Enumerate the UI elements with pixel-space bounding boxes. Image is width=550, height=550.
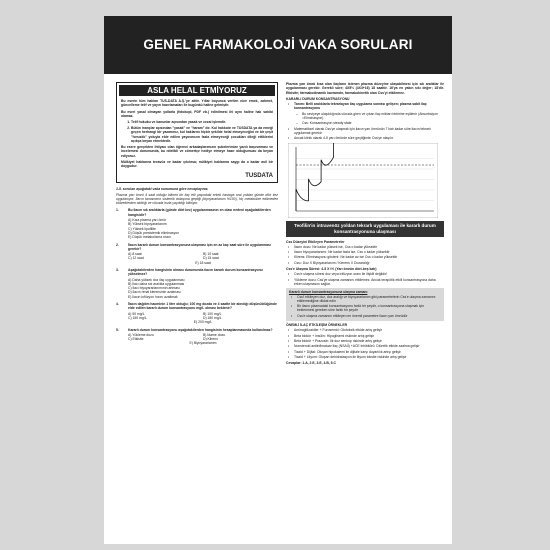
- bullet-item: • Tiazid + Lityum: Oluşan dehidratasyon ile lityum toksite riskinde artış gelişir: [288, 354, 407, 359]
- question-3: [116, 268, 278, 299]
- answer-option: D) 180 mg/L: [203, 315, 222, 320]
- answer-option: D) 15 saat: [203, 256, 219, 261]
- answer-option: A) Kısa plazma yarı ömür: [128, 218, 167, 223]
- question-5: [116, 328, 278, 346]
- notice-paragraph: Mülkiyet haklarına tecavüz ve kadar çıkılırsa; mülkiyet haklarına saygı da o kadar asil bir duygudur.: [121, 160, 273, 169]
- sub-bullet-item: – Bu seviyeye ulaşıldığında vücuda giren ve çıkan ilaç miktarı birbirine eşitlenir (Absorbsiyon =Eliminasyon): [296, 111, 438, 121]
- notice-list-item: 2. Bütün inançlar açısından "yasak" ve "haram" dır. Kul hakkıdır ve TUSDATA ya da emeği geçen herhangi bir yazarımız, kul haklarını hiçbir şekilde helal etmeyeceğini ve bir çeşit "hırsızlık" yoluyla elde edilen yayınımızın fazla etmeyeceği çocukları dileği ettiklerini açıkça beyan etmektedir.: [131, 126, 273, 143]
- notice-paragraph: Bu eseri yasal olmayan yollarla (fotokopi, PDF vb.) edinilmesi ihl aynı haline hak sahibi olamaz.: [121, 109, 273, 118]
- question-2: [116, 243, 278, 265]
- bullet-item: • Ancak klinik olarak 4-5 yarı ömürde süre geçtiğinde Css'ye ulaşılır.: [288, 136, 394, 141]
- bullet-item: • Aminoglikozidler + Furosemid: Ototoksik etkide artış gelişir: [288, 328, 382, 333]
- explanation-intro: Plazma yarı ömrü kısa olan ilaçların istenen plazma düzeyine ulaşabilmesi için sık aralıklar ile uygulanması gerekir. Gerekli süre; 4X5½ (4X4+16) 18 saattir. 16'ya en yakın sıkı değer; 18'dir. Etkisite; farmakodinamik kavramdır, farmakokinetik olan Css'yi etkilemez.: [286, 82, 444, 95]
- answer-option: E) İlacın infüzyon hızını azaltmak: [128, 294, 178, 299]
- section-heading: KARARLI DURUM KONSANTRASYONU: [286, 96, 350, 101]
- question-text: Aşağıdakilerden hangisinin olması durumunda ilacın kararlı durum konsantrasyonu yükselmez?: [128, 268, 263, 277]
- answer-option: A) Daha yüksek doz ilaç uygulanması: [128, 277, 185, 282]
- answer-option: C) 12 saat: [128, 256, 144, 261]
- info-box: [286, 288, 444, 321]
- answer-option: A) Yükleme dozu: [128, 332, 154, 337]
- answer-option: D) Düşük presistemik eliminasyon: [128, 230, 180, 235]
- answer-option: C) 150 mg/L: [128, 315, 147, 320]
- question-number: 5.: [116, 327, 119, 332]
- section-heading: Css Düzeyini Etkileyen Parametreler: [286, 239, 345, 244]
- question-text: İlacın kararlı durum konsantrasyonuna ulaşması için en az kaç saat süre ile uygulanması gerekir?: [128, 242, 271, 251]
- answer-option: B) 10 saat: [203, 252, 219, 257]
- case-text: Plazma yarı ömrü 4 saat olduğu bilinen bir ilaç etli yaşındaki erkek hastaya oral yoldan günde dört kez uygulanıyor. İlacın tamamının sistemik dolaşıma geçtiği (biyoyararlanım %100), hiç metabolize edilmeden böbreklerden atıldığı ve vücuda hızla yayıldığı biliniyor.: [116, 192, 278, 206]
- answer-option: E) 200 mg/L: [193, 320, 213, 325]
- bullet-item: • Bir ilacın plazmadaki konsantrasyonu farklı bir şeydir, o konsantrasyona ulaşmak için beklenmesi gereken süre farklı bir şeydir: [291, 304, 425, 313]
- page-title: GENEL FARMAKOLOJİ VAKA SORULARI: [104, 16, 452, 74]
- section-heading: Css'e Ulaşma Süresi: 4-5 X t½ (Yarı ömrün dört-beş katı): [286, 267, 377, 272]
- question-number: 4.: [116, 302, 119, 307]
- answer-key: Cevaplar: 1.A, 2.E, 3.E, 4.B, 5.C: [286, 361, 336, 366]
- answer-option: E) Biyoyararlanım: [189, 341, 217, 346]
- question-4: [116, 302, 278, 324]
- answer-option: D) Klirens: [203, 337, 218, 342]
- answer-option: C) İlacı biyoyararlanımının artması: [128, 286, 180, 291]
- answer-option: D) İlacın renal klerensinin azalması: [128, 290, 181, 295]
- notice-title: ASLA HELAL ETMİYORUZ: [119, 85, 275, 96]
- notice-signature: TUSDATA: [245, 172, 273, 179]
- answer-option: B) İlacı daha sık aralıkla uygulanması: [128, 281, 185, 286]
- right-column: [286, 82, 444, 365]
- bullet-item: • İlacın dozu: Ne kadar yüksek ise, Css o kadar yüksektir: [288, 244, 378, 249]
- bullet-item: • İlacın biyoyararlanımı: Ne kadar fazla ise, Css o kadar yüksektir: [288, 250, 390, 255]
- answer-option: B) 100 mg/L: [203, 311, 222, 316]
- answer-option: A) 8 saat: [128, 252, 142, 257]
- answer-option: E) Düşük metabolizma oranı: [128, 235, 171, 240]
- question-text: İlacın dağılım hacminin 1 litre olduğu; 100 mg dozda ve 4 saatte bir alındığı düşünüldüğünde elde edilen kararlı durum konsantrasyonu mg/L olması beklenir?: [128, 302, 277, 311]
- question-number: 1.: [116, 208, 119, 213]
- bullet-item: • Beta blokör + İnsülin: Hipoglisemi riskinde artış gelişir: [288, 333, 375, 338]
- bullet-item: • Beta blokör + Prazosin: İlk doz senkop riskinde artış gelişir: [288, 338, 382, 343]
- bullet-item: • Css'i etkileyen doz, doz aralığı ve biyoyararlanım gibi parametrelerin Css'e ulaşma zamanını etkilemediğine dikkat edin: [291, 294, 436, 303]
- chart-frame: [288, 143, 438, 218]
- document-page: [104, 16, 452, 544]
- left-column: [116, 82, 278, 346]
- chart-caption: Teofilin'in intravenöz yoldan tekrarlı uygulaması ile kararlı durum konsantrasyonuna ulaşması: [286, 221, 444, 237]
- answer-option: A) 50 mg/L: [128, 311, 145, 316]
- notice-box: [116, 82, 278, 183]
- notice-paragraph: Bu eserin tüm hakları TUS-DATA A.Ş.'ye aittir. Yıllar boyunca verilen nice emek, zahmet, güncelleme telif ve yayın hazırlamaları ile bugünkü haline gelmiştir.: [121, 99, 273, 108]
- notice-paragraph: Bu esere gerçekten ihtiyacı olan öğrenci arkadaşlarımızın şubelerimize yazılı başvurması ve incelemesi durumunda, bu nitelikli ve cömertçe hediye etmeye hazır olduğumuzu da beyan ediyoruz.: [121, 145, 273, 158]
- notice-list-item: 1. Telif hukuku ve kanunlar açısından yasak ve cezai işlemdir.: [131, 120, 273, 124]
- sub-bullet-item: – Css: Konsantrasyon steady state: [296, 121, 352, 126]
- answer-option: B) İdame dozu: [203, 332, 226, 337]
- bullet-item: • Tanım: Belli aralıklarla tekrarlayan ilaç uygulama sonrası gelişen; plazma sabit ilaç konsantrasyonu: [288, 102, 427, 111]
- bullet-item: • Css= Doz X Biyoyararlanım / Klerens X Dozaralığı: [288, 260, 370, 265]
- answer-option: C) Etkisite: [128, 337, 144, 342]
- bullet-item: • Yükleme dozu; Css'ye ulaşma zamanını etkilemez. Ancak terapötik etkili konsantrasyona daha erken ulaşmasını sağlar.: [288, 277, 436, 286]
- bullet-item: • Matematiksel olarak Css'ye ulaşmak için ilacın yarı ömrünün 7 katı kadar süre ilacın tekrarlı uygulamak gerekir.: [288, 126, 431, 135]
- section-heading: ÖNEMLİ İLAÇ ETKİLEŞİM ÖRNEKLER: [286, 323, 348, 328]
- question-text: Kararlı durum konsantrasyonu aşağıdakilerden hangisinin hesaplanmasında kullanılmaz?: [128, 327, 273, 332]
- question-1: [116, 208, 278, 239]
- info-box-title: Kararlı durum konsantrasyonuna ulaşma zamanı: [289, 290, 368, 295]
- question-text: Bu ilacın sık aralıklarla (günde dört kez) uygulanmasının en olası nedeni aşağıdakilerden hangisidir?: [128, 208, 271, 217]
- bullet-item: • Css'e ulaşma süresi doz veya infüzyon oranı ile ilişkili değildir!: [288, 272, 387, 277]
- bullet-item: • Klirens: Eliminasyonu gösterir. Ne kadar az ise Css o kadar yüksektir: [288, 255, 398, 260]
- bullet-item: • Css'e ulaşma zamanını etkileyen en önemli parametre ilacın yarı ömrüdür: [291, 313, 408, 318]
- answer-option: C) Yüksek lipofilite: [128, 226, 156, 231]
- answer-option: E) 18 saat: [195, 260, 211, 265]
- question-number: 2.: [116, 242, 119, 247]
- answer-option: B) Yüksek biyoyararlanım: [128, 222, 167, 227]
- question-number: 3.: [116, 268, 119, 272]
- bullet-item: • Nonsteroid antiinflmatuar ilaç (NSAİİ) +ACE inhibitörü: Diüretik etkide azalma gelişir: [288, 344, 420, 349]
- questions-intro: 1-5. soruları aşağıdaki vaka sunumuna göre cevaplayınız.: [116, 186, 209, 191]
- concentration-time-chart: [288, 143, 438, 218]
- bullet-item: • Tiazid + Dijital: Oluşan hipokalemi ile dijitale karşı duyarlılık artışı gelişir: [288, 349, 401, 354]
